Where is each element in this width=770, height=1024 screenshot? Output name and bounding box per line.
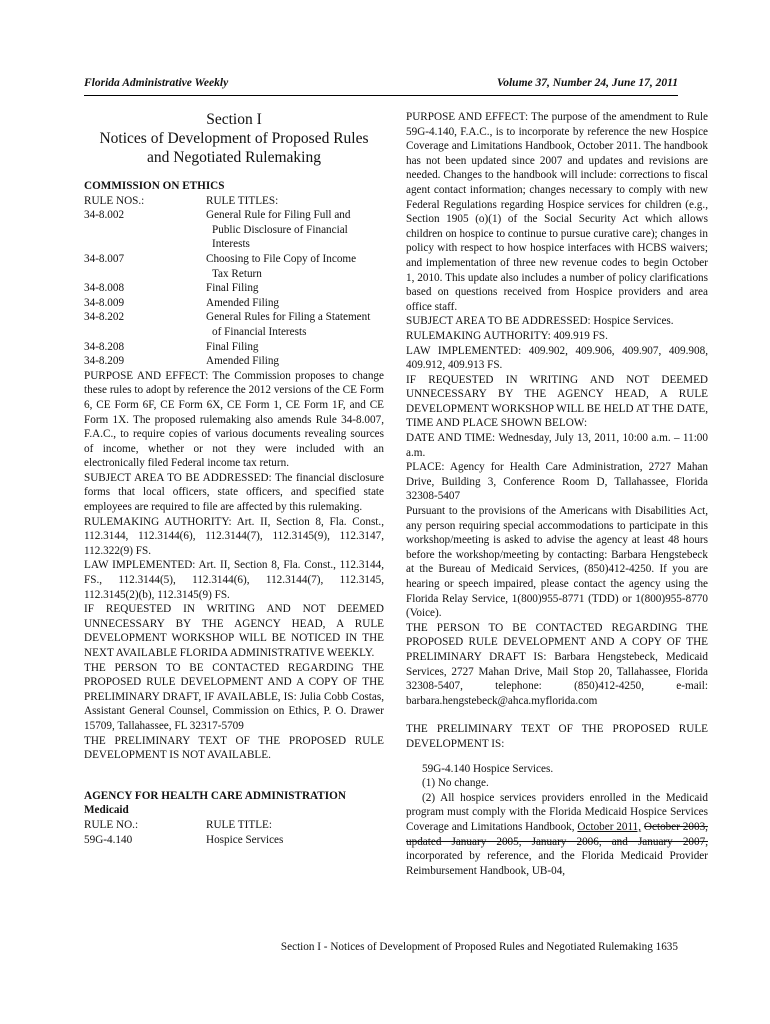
rule-title (206, 310, 384, 339)
right-column (406, 110, 708, 878)
header-divider (84, 95, 678, 96)
rule-number: 34-8.002 (84, 209, 125, 222)
rule-title-line: Tax Return (212, 267, 262, 280)
inserted-text: October 2011, (577, 820, 642, 833)
contact-paragraph: THE PERSON TO BE CONTACTED REGARDING THE PROPOSED RULE DEVELOPMENT AND A COPY OF THE PRELIMINARY DRAFT IS: Barbara Hengstebeck, Medicaid Services, 2727 Mahan Drive, Mail Stop 20, Tallahassee, Florida 32308-5407, telephone: (850)412-4250, e-mail: barbara.hengstebeck@ahca.myflorida.com (406, 621, 708, 707)
rule-title (206, 252, 384, 281)
rule-title: Final Filing (206, 340, 259, 353)
rule-title-line: of Financial Interests (212, 325, 307, 338)
rule-labels-row (84, 194, 384, 209)
purpose-paragraph: PURPOSE AND EFFECT: The Commission proposes to change these rules to adopt by reference the 2012 versions of the CE Form 6, CE Form 6F, CE Form 6X, CE Form 1, CE Form 1F, and CE Form 1X. The proposed rulemaking also amends Rule 34-8.007, F.A.C., to require copies of various documents revealing sources of income, whether or not they were included with an electronically filed Federal income tax return. (84, 369, 384, 470)
rule-title: Hospice Services (206, 833, 284, 846)
authority-paragraph: RULEMAKING AUTHORITY: Art. II, Section 8, Fla. Const., 112.3144, 112.3144(6), 112.3144(7), 112.3145(9), 112.3147, 112.322(9) FS. (84, 515, 384, 557)
rule-text-item-2-lead: (2) All hospice services providers enrolled in the Medicaid program must comply with the Florida Medicaid Hospice Services Coverage and Limitations Handbook, (406, 791, 708, 833)
rule-number: 34-8.007 (84, 252, 125, 265)
rule-number: 34-8.009 (84, 296, 125, 309)
rule-row (84, 208, 384, 252)
section-title-line2: Notices of Development of Proposed Rules (99, 130, 369, 147)
rule-no-label: RULE NO.: (84, 818, 139, 831)
rule-number: 34-8.208 (84, 340, 125, 353)
preliminary-text-paragraph: THE PRELIMINARY TEXT OF THE PROPOSED RULE DEVELOPMENT IS: (406, 723, 708, 750)
rule-title: Amended Filing (206, 355, 280, 368)
division-heading: Medicaid (84, 804, 129, 817)
date-time-paragraph: DATE AND TIME: Wednesday, July 13, 2011, 10:00 a.m. – 11:00 a.m. (406, 432, 708, 459)
rule-title-label: RULE TITLE: (206, 818, 272, 831)
rule-title: Final Filing (206, 282, 259, 295)
running-header-volume: Volume 37, Number 24, June 17, 2011 (496, 77, 678, 89)
rule-title-line: Interests (212, 238, 250, 251)
rule-row (84, 833, 384, 848)
rule-text-heading: 59G-4.140 Hospice Services. (422, 762, 554, 775)
rule-number: 34-8.008 (84, 282, 125, 295)
place-paragraph: PLACE: Agency for Health Care Administration, 2727 Mahan Drive, Building 3, Conference Room D, Tallahassee, Florida 32308-5407 (406, 461, 708, 503)
rule-row (84, 310, 384, 339)
rule-row (84, 252, 384, 281)
running-header-title: Florida Administrative Weekly (84, 77, 229, 89)
page-footer: Section I - Notices of Development of Proposed Rules and Negotiated Rulemaking 1635 (280, 941, 678, 953)
rule-title-line: General Rules for Filing a Statement (206, 311, 371, 324)
subject-paragraph: SUBJECT AREA TO BE ADDRESSED: Hospice Services. (406, 315, 674, 328)
rule-title-line: General Rule for Filing Full and (206, 209, 351, 222)
law-implemented-paragraph: LAW IMPLEMENTED: Art. II, Section 8, Fla. Const., 112.3144, FS., 112.3144(5), 112.3144(6), 112.3144(7), 112.3145, 112.3145(2)(b), 112.3145(9) FS. (84, 559, 384, 601)
rule-title-line: Choosing to File Copy of Income (206, 252, 357, 265)
rule-text-item-1: (1) No change. (422, 777, 489, 790)
workshop-paragraph: IF REQUESTED IN WRITING AND NOT DEEMED UNNECESSARY BY THE AGENCY HEAD, A RULE DEVELOPMENT WORKSHOP WILL BE HELD AT THE DATE, TIME AND PLACE SHOWN BELOW: (406, 373, 708, 430)
rule-number: 34-8.209 (84, 355, 125, 368)
rule-nos-label: RULE NOS.: (84, 194, 145, 207)
authority-paragraph: RULEMAKING AUTHORITY: 409.919 FS. (406, 329, 608, 342)
section-title-line3: and Negotiated Rulemaking (147, 149, 321, 166)
rule-title (206, 208, 384, 252)
rule-text-item-2-tail: incorporated by reference, and the Florida Medicaid Provider Reimbursement Handbook, UB-04, (406, 850, 708, 877)
rule-number: 34-8.202 (84, 311, 125, 324)
section-title (84, 110, 384, 167)
rule-row (84, 296, 384, 311)
left-column (84, 110, 384, 847)
rule-titles-label: RULE TITLES: (206, 194, 279, 207)
rule-row (84, 281, 384, 296)
ada-paragraph: Pursuant to the provisions of the Americans with Disabilities Act, any person requiring special accommodations to participate in this workshop/meeting is asked to advise the agency at least 48 hours before the workshop/meeting by contacting: Barbara Hengstebeck at the Bureau of Medicaid Services, (850)412-4250. If you are hearing or speech impaired, please contact the agency using the Florida Relay Service, 1(800)955-8771 (TDD) or 1(800)955-8770 (Voice). (406, 505, 708, 620)
purpose-paragraph: PURPOSE AND EFFECT: The purpose of the amendment to Rule 59G-4.140, F.A.C., is to incorporate by reference the new Hospice Coverage and Limitations Handbook, October 2011. The handbook has not been updated since 2007 and updates and revisions are needed. Changes to the handbook will include: corrections to fiscal agent contact information; changes necessary to comply with new Federal Regulations regarding Hospice services for children (e.g., Section 1905 (o)(1) of the Social Security Act which allows children on hospice to continue to pursue curative care); changes in policy with respect to how hospice interfaces with HCBS waivers; and implementation of three new revenue codes to begin October 1, 2010. This update also includes a number of policy clarifications based on questions received from Hospice providers and area office staff. (406, 111, 708, 313)
contact-paragraph: THE PERSON TO BE CONTACTED REGARDING THE PROPOSED RULE DEVELOPMENT AND A COPY OF THE PRELIMINARY DRAFT, IF AVAILABLE, IS: Julia Cobb Costas, Assistant General Counsel, Commission on Ethics, P. O. Drawer 15709, Tallahassee, FL 32317-5709 (84, 661, 384, 732)
rule-row (84, 340, 384, 355)
agency-heading-ahca: AGENCY FOR HEALTH CARE ADMINISTRATION (84, 789, 346, 802)
rule-labels-row (84, 818, 384, 833)
rule-text-item-2 (406, 791, 708, 879)
law-implemented-paragraph: LAW IMPLEMENTED: 409.902, 409.906, 409.907, 409.908, 409.912, 409.913 FS. (406, 344, 708, 372)
rule-title-line: Public Disclosure of Financial (212, 223, 348, 236)
deleted-text: October 2003, updated January 2005, January 2006, and January 2007, (406, 820, 708, 848)
rule-title: Amended Filing (206, 296, 280, 309)
workshop-paragraph: IF REQUESTED IN WRITING AND NOT DEEMED UNNECESSARY BY THE AGENCY HEAD, A RULE DEVELOPMENT WORKSHOP WILL BE NOTICED IN THE NEXT AVAILABLE FLORIDA ADMINISTRATIVE WEEKLY. (84, 603, 384, 659)
section-title-line1: Section I (206, 111, 262, 128)
subject-paragraph: SUBJECT AREA TO BE ADDRESSED: The financial disclosure forms that local officers, state officers, and specified state employees are required to file are affected by this rulemaking. (84, 471, 384, 514)
rule-row (84, 354, 384, 369)
rule-number: 59G-4.140 (84, 833, 133, 846)
preliminary-text-paragraph: THE PRELIMINARY TEXT OF THE PROPOSED RULE DEVELOPMENT IS NOT AVAILABLE. (84, 734, 384, 762)
agency-heading-ethics: COMMISSION ON ETHICS (84, 180, 225, 192)
